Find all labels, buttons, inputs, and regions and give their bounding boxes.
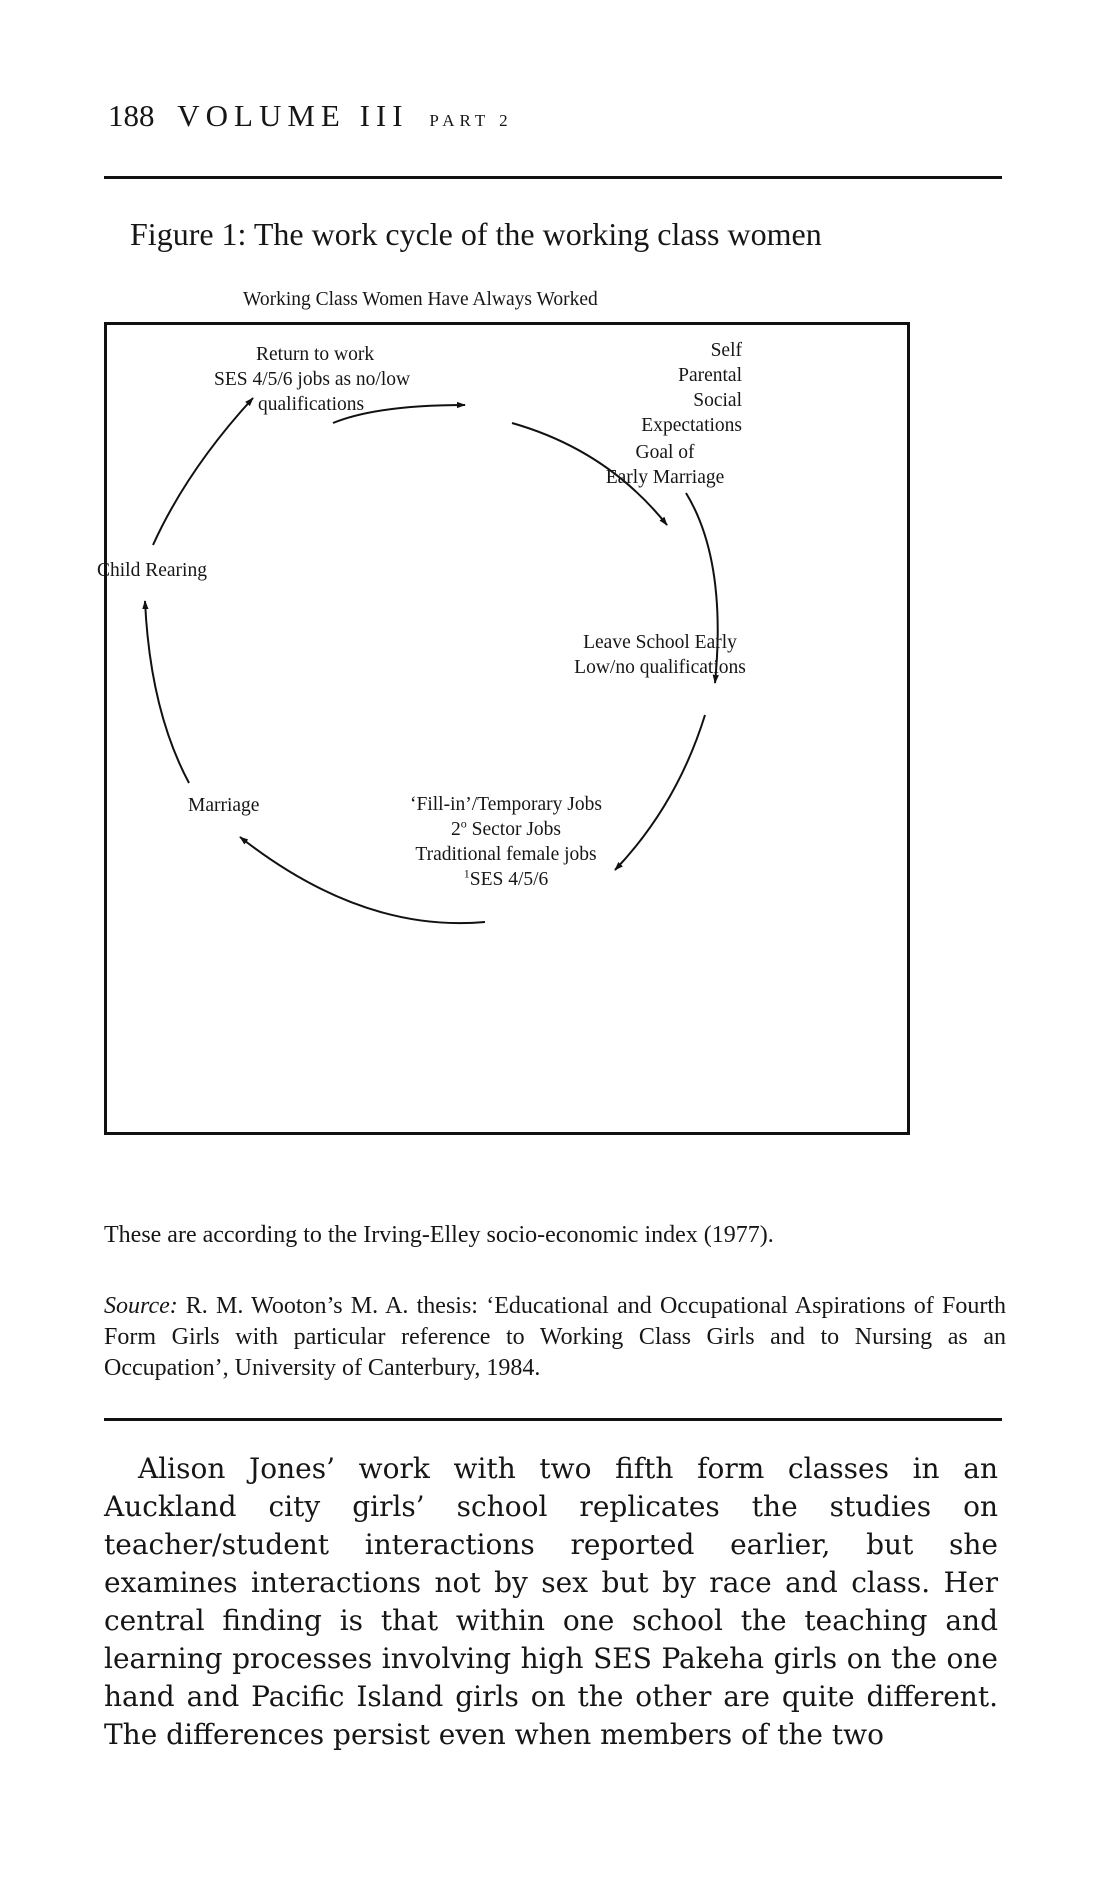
figure-footnote: These are according to the Irving-Elley socio-economic index (1977). [104, 1222, 774, 1248]
leave-school-label [560, 630, 760, 680]
arrow-marriage-to-child-rearing [145, 601, 189, 783]
cycle-diagram [107, 325, 907, 1132]
running-head [108, 98, 513, 134]
body-paragraph: Alison Jones’ work with two fifth form classes in an Auckland city girls’ school replicates the studies on teacher/student interactions reported earlier, but she examines interactions not by sex but by race and class. Her central finding is that within one school the teaching and learning processes involving high SES Pakeha girls on the one hand and Pacific Island girls on the other are quite different. The differences persist even when members of the two [104, 1452, 998, 1751]
jobs-line-suffix: Sector Jobs [466, 819, 561, 840]
child-rearing-label: Child Rearing [97, 560, 207, 581]
figure-title: Figure 1: The work cycle of the working class women [130, 216, 822, 252]
expectations-line: Social [693, 390, 742, 411]
jobs-line: ‘Fill-in’/Temporary Jobs [410, 794, 602, 815]
return-line: SES 4/5/6 jobs as no/low [214, 369, 411, 390]
expectations-line: Expectations [641, 415, 742, 436]
figure-heading: Working Class Women Have Always Worked [243, 289, 598, 310]
top-rule [104, 176, 1002, 179]
part-label: PART 2 [429, 111, 513, 130]
arrow-leave-school-to-jobs [615, 715, 705, 870]
jobs-line [395, 867, 617, 892]
leave-school-line: Low/no qualifications [574, 657, 746, 678]
figure-box [104, 322, 910, 1135]
source-text: R. M. Wooton’s M. A. thesis: ‘Educational and Occupational Aspirations of Fourth Form Girls with particular reference to Working Class Girls and to Nursing as an Occupation’, University of Canterbury, 1984. [104, 1293, 1006, 1381]
expectations-line: Self [710, 340, 742, 361]
jobs-line [395, 817, 617, 842]
jobs-line-prefix: 2 [451, 819, 461, 840]
jobs-ses: SES 4/5/6 [469, 869, 549, 890]
return-to-work-label [214, 342, 454, 417]
expectations-line: Parental [678, 365, 742, 386]
figure-source [104, 1291, 1006, 1384]
arrow-child-rearing-to-return [153, 398, 253, 545]
bottom-rule [104, 1418, 1002, 1421]
jobs-label [395, 792, 617, 892]
goal-line: Early Marriage [605, 467, 725, 488]
return-line: Return to work [256, 344, 375, 365]
marriage-label: Marriage [188, 795, 260, 816]
goal-label [590, 440, 740, 490]
page-number: 188 [108, 98, 155, 133]
jobs-degree-superscript: o [460, 816, 467, 831]
goal-line: Goal of [635, 442, 695, 463]
leave-school-line: Leave School Early [583, 632, 737, 653]
expectations-label [630, 338, 742, 438]
source-label: Source: [104, 1293, 178, 1319]
footnote-marker: 1 [463, 866, 470, 881]
jobs-line: Traditional female jobs [415, 844, 597, 865]
volume-label: VOLUME III [177, 98, 409, 133]
return-line: qualifications [258, 394, 365, 415]
